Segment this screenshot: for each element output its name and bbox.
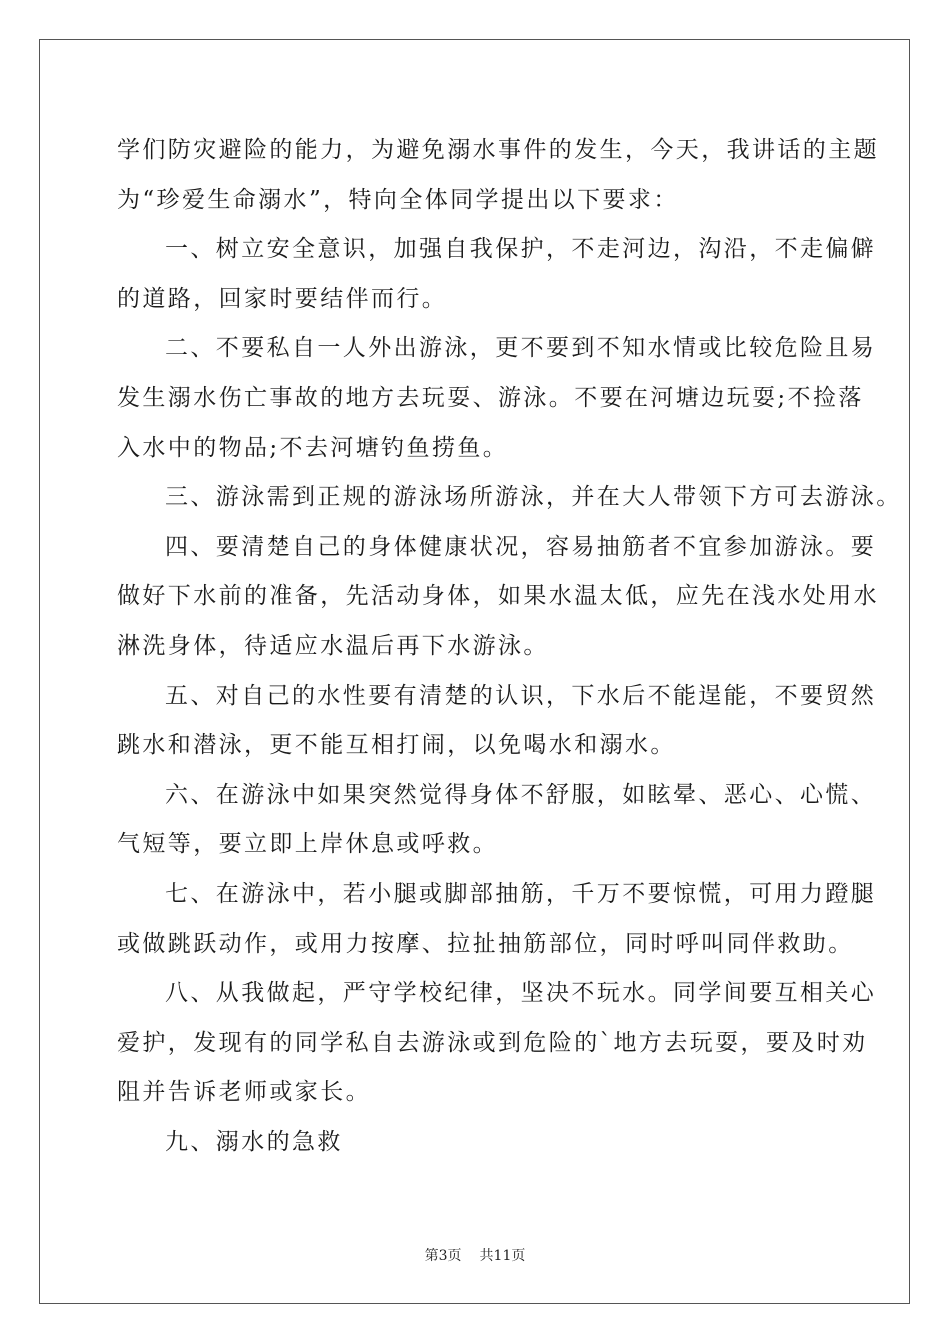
page-number: 第3页 — [424, 1248, 462, 1264]
text-line: 的道路，回家时要结伴而行。 — [117, 285, 448, 312]
text-line: 七、在游泳中，若小腿或脚部抽筋，千万不要惊慌，可用力蹬腿 — [165, 880, 877, 907]
text-line: 八、从我做起，严守学校纪律，坚决不玩水。同学间要互相关心 — [165, 980, 877, 1007]
text-line: 一、树立安全意识，加强自我保护，不走河边，沟沿，不走偏僻 — [165, 236, 877, 263]
text-line: 六、在游泳中如果突然觉得身体不舒服，如眩晕、恶心、心慌、 — [165, 781, 877, 808]
page-footer — [0, 1247, 950, 1265]
text-line: 学们防灾避险的能力，为避免溺水事件的发生，今天，我讲话的主题 — [117, 137, 879, 163]
text-line: 为“珍爱生命溺水”，特向全体同学提出以下要求： — [117, 186, 679, 213]
text-line: 二、不要私自一人外出游泳，更不要到不知水情或比较危险且易 — [165, 335, 877, 362]
text-line: 阻并告诉老师或家长。 — [117, 1079, 371, 1106]
text-line: 入水中的物品;不去河塘钓鱼捞鱼。 — [117, 434, 509, 461]
text-line: 发生溺水伤亡事故的地方去玩耍、游泳。不要在河塘边玩耍;不捡落 — [117, 384, 864, 411]
text-line: 淋洗身体，待适应水温后再下水游泳。 — [117, 632, 549, 659]
document-body — [117, 126, 902, 1167]
section-heading: 九、溺水的急救 — [165, 1128, 343, 1155]
text-line: 五、对自己的水性要有清楚的认识，下水后不能逞能，不要贸然 — [165, 682, 877, 709]
text-line: 做好下水前的准备，先活动身体，如果水温太低，应先在浅水处用水 — [117, 583, 879, 610]
text-line: 三、游泳需到正规的游泳场所游泳，并在大人带领下方可去游泳。 — [165, 484, 902, 511]
text-line: 跳水和潜泳，更不能互相打闹，以免喝水和溺水。 — [117, 732, 676, 759]
text-line: 气短等，要立即上岸休息或呼救。 — [117, 831, 498, 858]
text-line: 爱护，发现有的同学私自去游泳或到危险的`地方去玩耍，要及时劝 — [117, 1029, 868, 1056]
text-line: 或做跳跃动作，或用力按摩、拉扯抽筋部位，同时呼叫同伴救助。 — [117, 930, 854, 957]
page-total: 共11页 — [479, 1248, 526, 1264]
text-line: 四、要清楚自己的身体健康状况，容易抽筋者不宜参加游泳。要 — [165, 533, 877, 560]
